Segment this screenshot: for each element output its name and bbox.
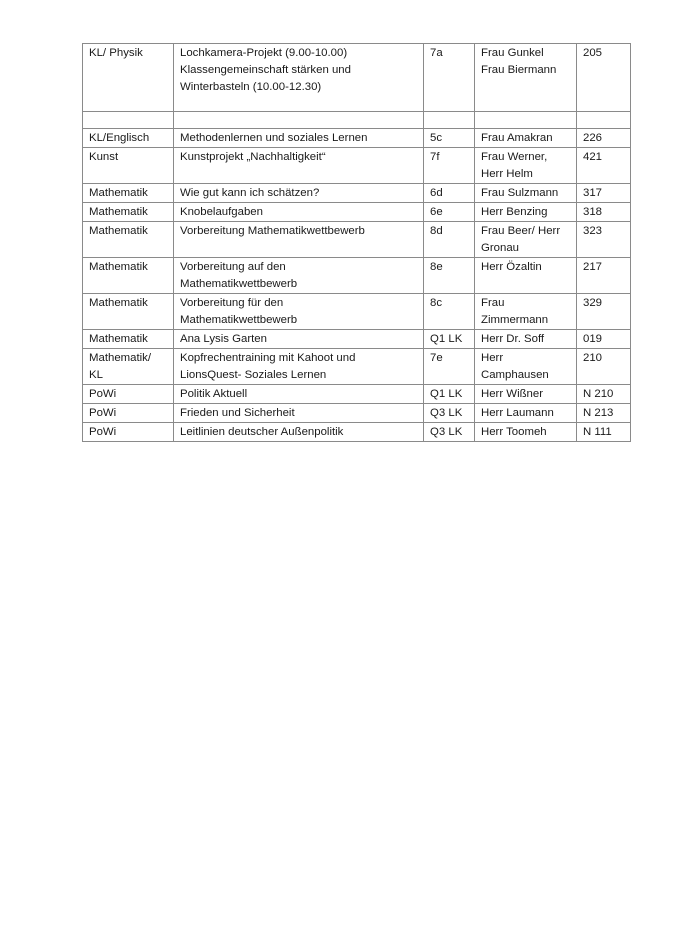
- teacher-cell: Herr Toomeh: [475, 423, 577, 442]
- room-cell: 323: [577, 222, 631, 258]
- class-cell: 8d: [424, 222, 475, 258]
- title-cell: Methodenlernen und soziales Lernen: [174, 129, 424, 148]
- room-cell: N 210: [577, 385, 631, 404]
- table-row: [83, 184, 631, 203]
- teacher-cell: Frau Gunkel Frau Biermann: [475, 44, 577, 112]
- room-cell: 217: [577, 258, 631, 294]
- class-cell: 8c: [424, 294, 475, 330]
- room-cell: N 111: [577, 423, 631, 442]
- spacer-cell: [174, 112, 424, 129]
- room-cell: N 213: [577, 404, 631, 423]
- class-cell: 8e: [424, 258, 475, 294]
- class-cell: Q3 LK: [424, 404, 475, 423]
- room-cell: 210: [577, 349, 631, 385]
- room-cell: 318: [577, 203, 631, 222]
- teacher-cell: Herr Benzing: [475, 203, 577, 222]
- room-cell: 226: [577, 129, 631, 148]
- class-cell: 7f: [424, 148, 475, 184]
- class-cell: Q1 LK: [424, 385, 475, 404]
- class-cell: 7a: [424, 44, 475, 112]
- teacher-cell: Frau Beer/ Herr Gronau: [475, 222, 577, 258]
- table-row: [83, 385, 631, 404]
- teacher-cell: Herr Camphausen: [475, 349, 577, 385]
- subject-cell: Kunst: [83, 148, 174, 184]
- table-row: [83, 330, 631, 349]
- table-row-spacer: [83, 112, 631, 129]
- table-row: [83, 349, 631, 385]
- title-cell: Lochkamera-Projekt (9.00-10.00) Klassengemeinschaft stärken und Winterbasteln (10.00-12.30): [174, 44, 424, 112]
- room-cell: 329: [577, 294, 631, 330]
- room-cell: 317: [577, 184, 631, 203]
- schedule-table: [82, 43, 631, 442]
- class-cell: 6d: [424, 184, 475, 203]
- teacher-cell: Herr Laumann: [475, 404, 577, 423]
- class-cell: 5c: [424, 129, 475, 148]
- room-cell: 205: [577, 44, 631, 112]
- title-cell: Vorbereitung Mathematikwettbewerb: [174, 222, 424, 258]
- spacer-cell: [83, 112, 174, 129]
- title-cell: Ana Lysis Garten: [174, 330, 424, 349]
- teacher-cell: Herr Wißner: [475, 385, 577, 404]
- teacher-cell: Frau Amakran: [475, 129, 577, 148]
- table-row: [83, 404, 631, 423]
- title-cell: Frieden und Sicherheit: [174, 404, 424, 423]
- teacher-cell: Frau Werner, Herr Helm: [475, 148, 577, 184]
- title-cell: Vorbereitung auf den Mathematikwettbewerb: [174, 258, 424, 294]
- table-row: [83, 222, 631, 258]
- class-cell: Q1 LK: [424, 330, 475, 349]
- table-row: [83, 148, 631, 184]
- subject-cell: PoWi: [83, 423, 174, 442]
- subject-cell: Mathematik: [83, 203, 174, 222]
- title-cell: Politik Aktuell: [174, 385, 424, 404]
- room-cell: 421: [577, 148, 631, 184]
- subject-cell: PoWi: [83, 404, 174, 423]
- spacer-cell: [577, 112, 631, 129]
- table-row: [83, 294, 631, 330]
- title-cell: Vorbereitung für den Mathematikwettbewerb: [174, 294, 424, 330]
- class-cell: 6e: [424, 203, 475, 222]
- spacer-cell: [424, 112, 475, 129]
- spacer-cell: [475, 112, 577, 129]
- subject-cell: Mathematik/ KL: [83, 349, 174, 385]
- subject-cell: PoWi: [83, 385, 174, 404]
- class-cell: 7e: [424, 349, 475, 385]
- teacher-cell: Herr Özaltin: [475, 258, 577, 294]
- subject-cell: Mathematik: [83, 184, 174, 203]
- teacher-cell: Frau Sulzmann: [475, 184, 577, 203]
- subject-cell: Mathematik: [83, 330, 174, 349]
- subject-cell: Mathematik: [83, 222, 174, 258]
- title-cell: Leitlinien deutscher Außenpolitik: [174, 423, 424, 442]
- subject-cell: KL/Englisch: [83, 129, 174, 148]
- table-row: [83, 44, 631, 112]
- teacher-cell: Herr Dr. Soff: [475, 330, 577, 349]
- room-cell: 019: [577, 330, 631, 349]
- title-cell: Kopfrechentraining mit Kahoot und LionsQuest- Soziales Lernen: [174, 349, 424, 385]
- subject-cell: KL/ Physik: [83, 44, 174, 112]
- teacher-cell: Frau Zimmermann: [475, 294, 577, 330]
- table-row: [83, 203, 631, 222]
- title-cell: Wie gut kann ich schätzen?: [174, 184, 424, 203]
- subject-cell: Mathematik: [83, 258, 174, 294]
- subject-cell: Mathematik: [83, 294, 174, 330]
- title-cell: Kunstprojekt „Nachhaltigkeit“: [174, 148, 424, 184]
- table-row: [83, 423, 631, 442]
- title-cell: Knobelaufgaben: [174, 203, 424, 222]
- table-row: [83, 129, 631, 148]
- class-cell: Q3 LK: [424, 423, 475, 442]
- table-row: [83, 258, 631, 294]
